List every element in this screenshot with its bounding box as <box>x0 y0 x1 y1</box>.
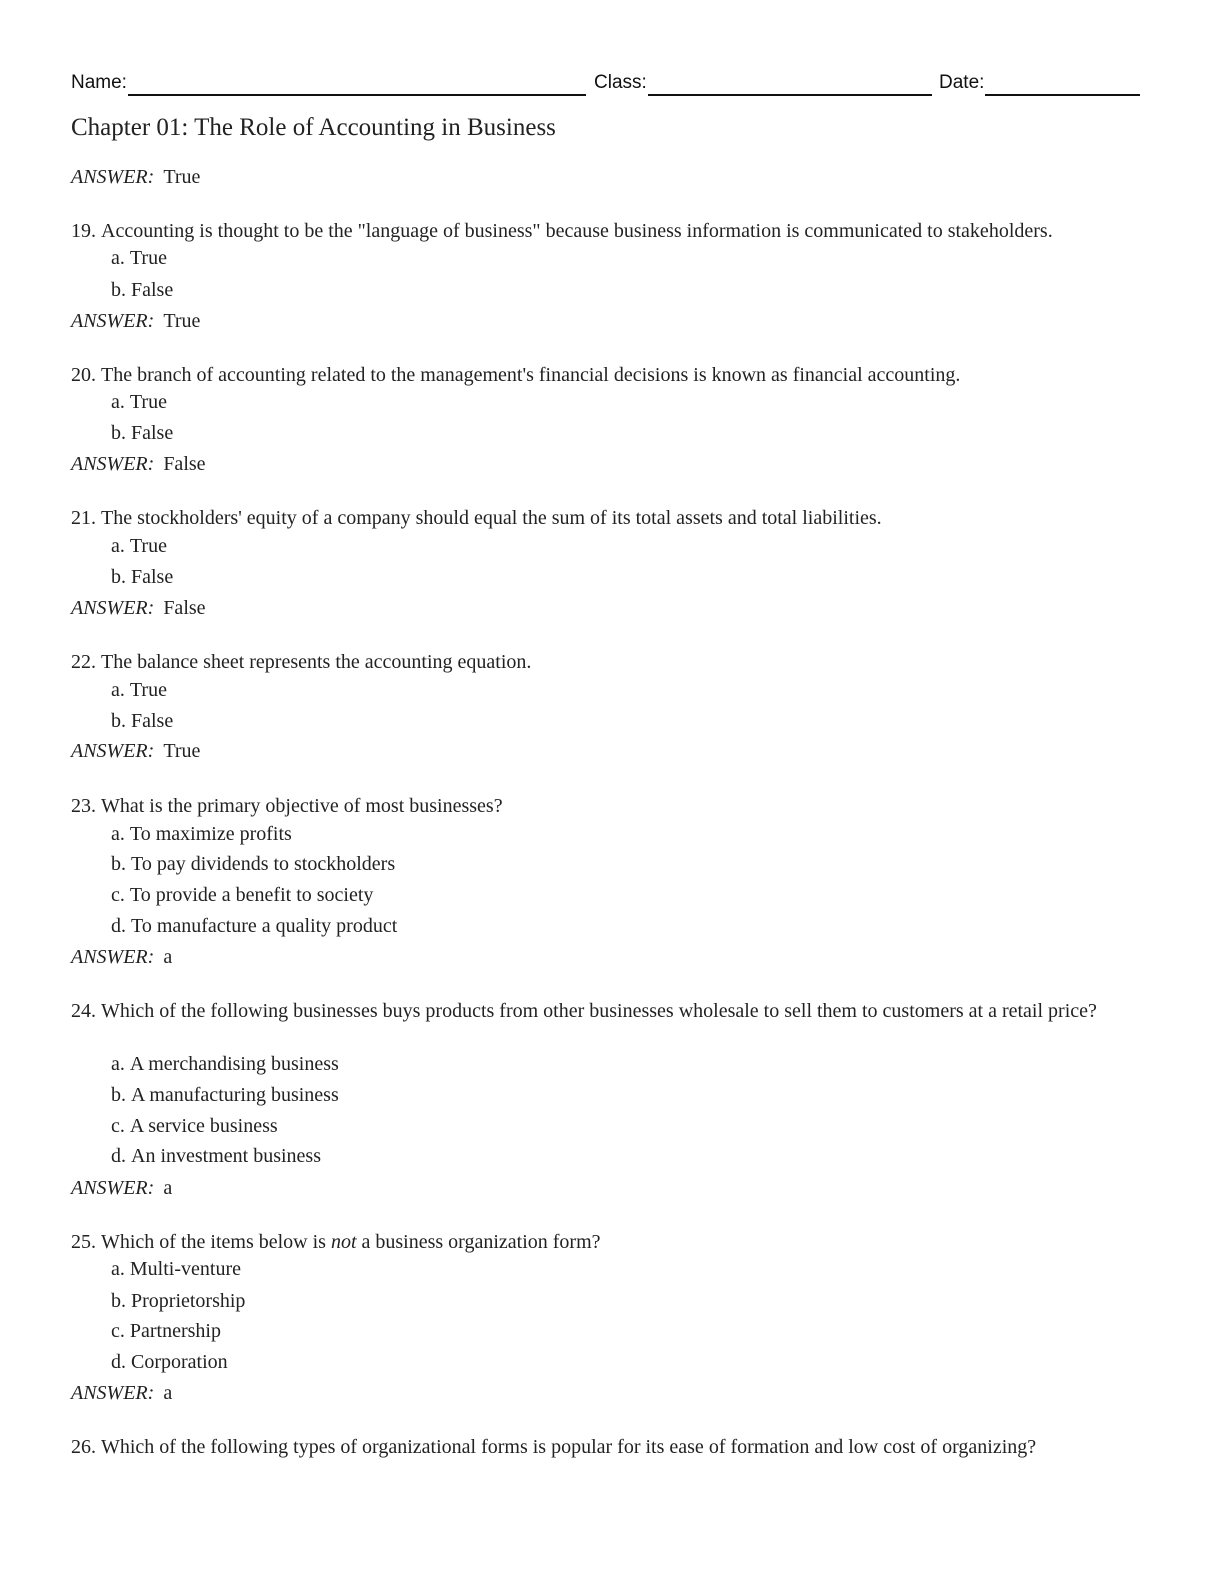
option-letter: b. <box>111 422 126 444</box>
option-item <box>111 823 292 846</box>
option-letter: c. <box>111 1320 125 1342</box>
option-item <box>111 535 167 558</box>
option-item <box>111 710 173 733</box>
answer-label: ANSWER: <box>71 1382 155 1404</box>
option-letter: d. <box>111 1145 126 1167</box>
name-label: Name: <box>71 72 127 93</box>
question-text-before: Which of the items below is <box>101 1231 331 1253</box>
option-text: An investment business <box>131 1145 321 1167</box>
question-text-emphasis: not <box>330 1231 357 1253</box>
question-20 <box>71 363 1151 388</box>
option-item <box>111 884 373 907</box>
option-text: A service business <box>129 1115 278 1137</box>
question-text: The balance sheet represents the accounting equation. <box>101 651 532 673</box>
question-text: What is the primary objective of most businesses? <box>101 795 503 817</box>
question-23 <box>71 794 1151 819</box>
answer-label: ANSWER: <box>71 166 155 188</box>
option-letter: a. <box>111 1258 125 1280</box>
option-text: True <box>129 391 167 413</box>
question-stem <box>71 363 1151 388</box>
question-number: 20. <box>71 364 96 386</box>
class-field[interactable] <box>594 70 932 96</box>
question-text: The stockholders' equity of a company should equal the sum of its total assets and total liabilities. <box>101 507 882 529</box>
question-number: 21. <box>71 507 96 529</box>
question-number: 22. <box>71 651 96 673</box>
option-text: False <box>131 422 174 444</box>
answer-line <box>71 453 206 476</box>
question-stem <box>71 650 1151 675</box>
question-text-after: a business organization form? <box>356 1231 601 1253</box>
option-text: True <box>129 247 167 269</box>
option-item <box>111 1258 241 1281</box>
option-text: False <box>131 710 174 732</box>
header-fields <box>71 70 1143 98</box>
option-item <box>111 1145 321 1168</box>
option-text: A manufacturing business <box>131 1084 339 1106</box>
answer-label: ANSWER: <box>71 310 155 332</box>
question-19 <box>71 219 1151 244</box>
option-letter: b. <box>111 853 126 875</box>
option-item <box>111 1351 228 1374</box>
question-number: 25. <box>71 1231 96 1253</box>
question-number: 23. <box>71 795 96 817</box>
option-letter: c. <box>111 1115 125 1137</box>
question-21 <box>71 506 1151 531</box>
option-letter: a. <box>111 679 125 701</box>
question-number: 26. <box>71 1436 96 1458</box>
answer-line <box>71 740 200 763</box>
option-text: Partnership <box>129 1320 221 1342</box>
question-stem <box>71 506 1151 531</box>
option-text: True <box>129 535 167 557</box>
option-text: To provide a benefit to society <box>129 884 374 906</box>
question-stem <box>71 794 1151 819</box>
option-item <box>111 391 167 414</box>
question-stem <box>71 999 1151 1024</box>
option-text: True <box>129 679 167 701</box>
date-blank-line[interactable] <box>985 70 1140 96</box>
option-text: Corporation <box>131 1351 228 1373</box>
question-stem <box>71 219 1151 244</box>
option-text: A merchandising business <box>129 1053 339 1075</box>
option-text: False <box>131 566 174 588</box>
option-letter: d. <box>111 915 126 937</box>
question-25 <box>71 1230 1151 1255</box>
answer-label: ANSWER: <box>71 946 155 968</box>
answer-value: False <box>163 453 206 475</box>
question-number: 19. <box>71 220 96 242</box>
class-blank-line[interactable] <box>648 70 932 96</box>
option-text: To maximize profits <box>129 823 292 845</box>
answer-value: a <box>163 946 173 968</box>
option-letter: b. <box>111 279 126 301</box>
name-blank-line[interactable] <box>128 70 586 96</box>
option-item <box>111 247 167 270</box>
question-stem <box>71 1230 1151 1255</box>
option-item <box>111 1320 221 1343</box>
question-22 <box>71 650 1151 675</box>
option-letter: b. <box>111 566 126 588</box>
answer-line <box>71 310 200 333</box>
option-text: To pay dividends to stockholders <box>131 853 396 875</box>
question-text: Which of the following types of organizational forms is popular for its ease of formation and low cost of organizing? <box>101 1436 1037 1458</box>
answer-value: a <box>163 1177 173 1199</box>
date-field[interactable] <box>939 70 1140 96</box>
option-letter: a. <box>111 535 125 557</box>
option-letter: a. <box>111 823 125 845</box>
chapter-title: Chapter 01: The Role of Accounting in Business <box>71 114 556 141</box>
option-letter: c. <box>111 884 125 906</box>
option-letter: d. <box>111 1351 126 1373</box>
answer-line <box>71 597 206 620</box>
option-item <box>111 1290 245 1313</box>
option-text: False <box>131 279 174 301</box>
option-letter: a. <box>111 247 125 269</box>
question-24 <box>71 999 1151 1024</box>
option-item <box>111 915 397 938</box>
answer-line <box>71 946 172 969</box>
answer-label: ANSWER: <box>71 453 155 475</box>
question-text: The branch of accounting related to the management's financial decisions is known as financial accounting. <box>101 364 961 386</box>
question-text: Accounting is thought to be the "language of business" because business information is communicated to stakeholders. <box>101 220 1053 242</box>
question-26 <box>71 1435 1151 1460</box>
answer-label: ANSWER: <box>71 740 155 762</box>
option-item <box>111 1053 339 1076</box>
option-letter: b. <box>111 710 126 732</box>
option-item <box>111 679 167 702</box>
option-item <box>111 1115 278 1138</box>
answer-label: ANSWER: <box>71 1177 155 1199</box>
answer-line <box>71 1177 172 1200</box>
question-number: 24. <box>71 1000 96 1022</box>
option-item <box>111 1084 339 1107</box>
option-letter: a. <box>111 1053 125 1075</box>
option-letter: b. <box>111 1084 126 1106</box>
option-letter: a. <box>111 391 125 413</box>
answer-line <box>71 166 200 189</box>
date-label: Date: <box>939 72 985 93</box>
answer-line <box>71 1382 172 1405</box>
option-letter: b. <box>111 1290 126 1312</box>
name-field[interactable] <box>71 70 586 96</box>
answer-value: True <box>163 310 201 332</box>
option-item <box>111 853 395 876</box>
answer-value: True <box>163 740 201 762</box>
option-text: Multi-venture <box>129 1258 241 1280</box>
answer-value: True <box>163 166 201 188</box>
option-item <box>111 422 173 445</box>
question-stem <box>71 1435 1151 1460</box>
question-text: Which of the following businesses buys products from other businesses wholesale to sell them to customers at a retail price? <box>101 1000 1097 1022</box>
option-text: To manufacture a quality product <box>131 915 398 937</box>
option-item <box>111 566 173 589</box>
option-text: Proprietorship <box>131 1290 246 1312</box>
answer-value: a <box>163 1382 173 1404</box>
class-label: Class: <box>594 72 647 93</box>
answer-label: ANSWER: <box>71 597 155 619</box>
option-item <box>111 279 173 302</box>
answer-value: False <box>163 597 206 619</box>
